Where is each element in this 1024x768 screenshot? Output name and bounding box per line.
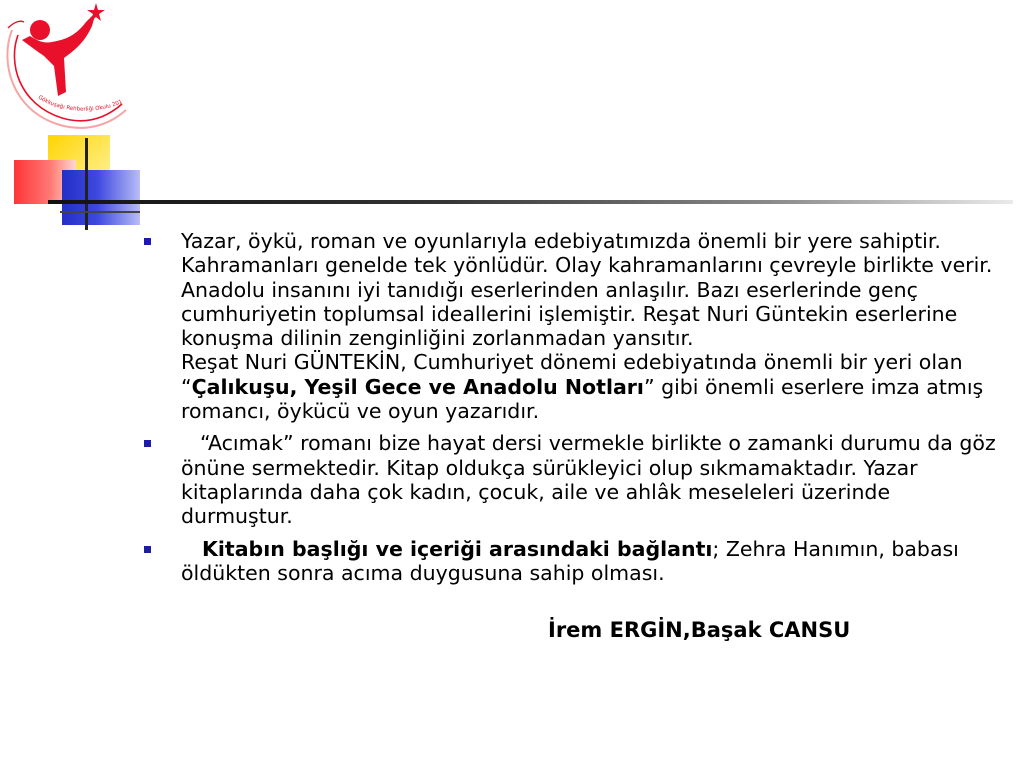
bullet-square-icon: [144, 238, 151, 245]
bullet-square-icon: [144, 546, 151, 553]
bullet-paragraph: [181, 350, 1000, 423]
logo-figure-icon: [0, 0, 130, 135]
text-run: “Acımak” romanı bize hayat dersi vermekle birlikte o zamanki durumu da göz önüne sermektedir. Kitap oldukça sürükleyici olup sıkmamaktadır. Yazar kitaplarında daha çok kadın, çocuk, aile ve ahlâk meseleleri üzerinde durmuştur.: [181, 431, 996, 529]
bullet-paragraph: Yazar, öykü, roman ve oyunlarıyla edebiyatımızda önemli bir yere sahiptir. Kahramanları genelde tek yönlüdür. Olay kahramanlarını çevreyle birlikte verir.: [181, 229, 993, 278]
bullet-item: [140, 431, 1000, 528]
bullet-item: [140, 229, 1000, 423]
text-run: ; Zehra Hanımın, babası öldükten sonra acıma duygusuna sahip olması.: [181, 536, 959, 585]
bullet-item: [140, 537, 1000, 586]
decor-vertical-rule: [85, 138, 88, 230]
bullet-paragraph: [181, 431, 1000, 528]
bold-heading: Kitabın başlığı ve içeriği arasındaki bağlantı: [202, 536, 713, 561]
slide-body: [140, 229, 1000, 593]
text-run: ” gibi önemli eserlere imza atmış romancı, öykücü ve oyun yazarıdır.: [181, 374, 984, 424]
title-divider-rule: [48, 200, 1013, 204]
bullet-list: [140, 229, 1000, 585]
text-run: Reşat Nuri GÜNTEKİN, Cumhuriyet dönemi edebiyatında önemli bir yeri olan “: [181, 350, 963, 399]
decor-blue-square: [62, 170, 140, 225]
decor-short-rule: [60, 211, 140, 213]
logo-text: Gökkuşağı Rehberliği Okulu 201: [36, 94, 124, 113]
bullet-paragraph: Anadolu insanını iyi tanıdığı eserlerinden anlaşılır. Bazı eserlerinde genç cumhuriyetin toplumsal ideallerini işlemiştir. Reşat Nuri Güntekin eserlerine konuşma dilinin zenginliğini zorlanmadan yansıtır.: [181, 277, 958, 351]
bullet-paragraph: [181, 537, 1000, 586]
book-titles: Çalıkuşu, Yeşil Gece ve Anadolu Notları: [191, 374, 644, 399]
logo: [0, 0, 130, 135]
bullet-square-icon: [144, 440, 151, 447]
author-signature: İrem ERGİN,Başak CANSU: [548, 618, 851, 642]
